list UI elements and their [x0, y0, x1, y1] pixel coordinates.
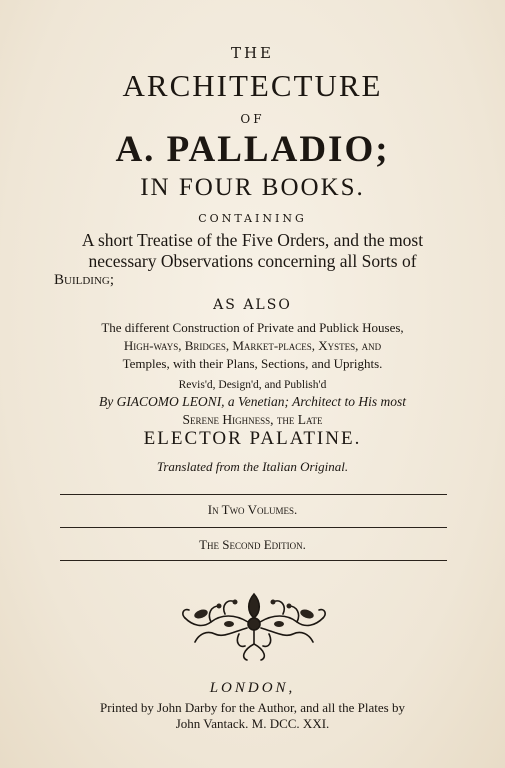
title-books: IN FOUR BOOKS. — [140, 174, 365, 201]
title-the: THE — [230, 44, 275, 62]
revised-line: Revis'd, Design'd, and Publish'd — [178, 379, 327, 391]
vignette-ornament-icon — [177, 584, 331, 662]
translation-note: Translated from the Italian Original. — [156, 459, 349, 474]
rule-top — [60, 494, 447, 495]
treatise-line-3: Building; — [54, 272, 114, 288]
rule-middle — [60, 527, 447, 528]
description-line-2: High-ways, Bridges, Market-places, Xystes, and — [123, 338, 382, 353]
description-line-3: Temples, with their Plans, Sections, and Uprights. — [122, 356, 383, 371]
containing-label: CONTAINING — [198, 212, 307, 225]
imprint-line-1: Printed by John Darby for the Author, and all the Plates by — [100, 700, 405, 715]
treatise-line-1: A short Treatise of the Five Orders, and the most — [81, 230, 424, 250]
author-credit-line-2: Serene Highness, the Late — [182, 412, 323, 427]
treatise-line-2: necessary Observations concerning all Sorts of — [88, 251, 417, 271]
elector-palatine: ELECTOR PALATINE. — [143, 428, 362, 449]
title-of: OF — [240, 112, 265, 126]
title-architecture: ARCHITECTURE — [122, 68, 383, 103]
description-line-1: The different Construction of Private and Publick Houses, — [101, 320, 404, 335]
imprint-city: LONDON, — [209, 680, 296, 696]
title-author: A. PALLADIO; — [115, 129, 390, 170]
author-credit-line-1: By GIACOMO LEONI, a Venetian; Architect to His most — [98, 394, 407, 409]
rule-bottom — [60, 560, 447, 561]
as-also-label: AS ALSO — [213, 297, 292, 313]
edition-label: The Second Edition. — [199, 537, 306, 552]
volumes-label: In Two Volumes. — [207, 502, 298, 517]
imprint-line-2: John Vantack. M. DCC. XXI. — [175, 716, 330, 731]
